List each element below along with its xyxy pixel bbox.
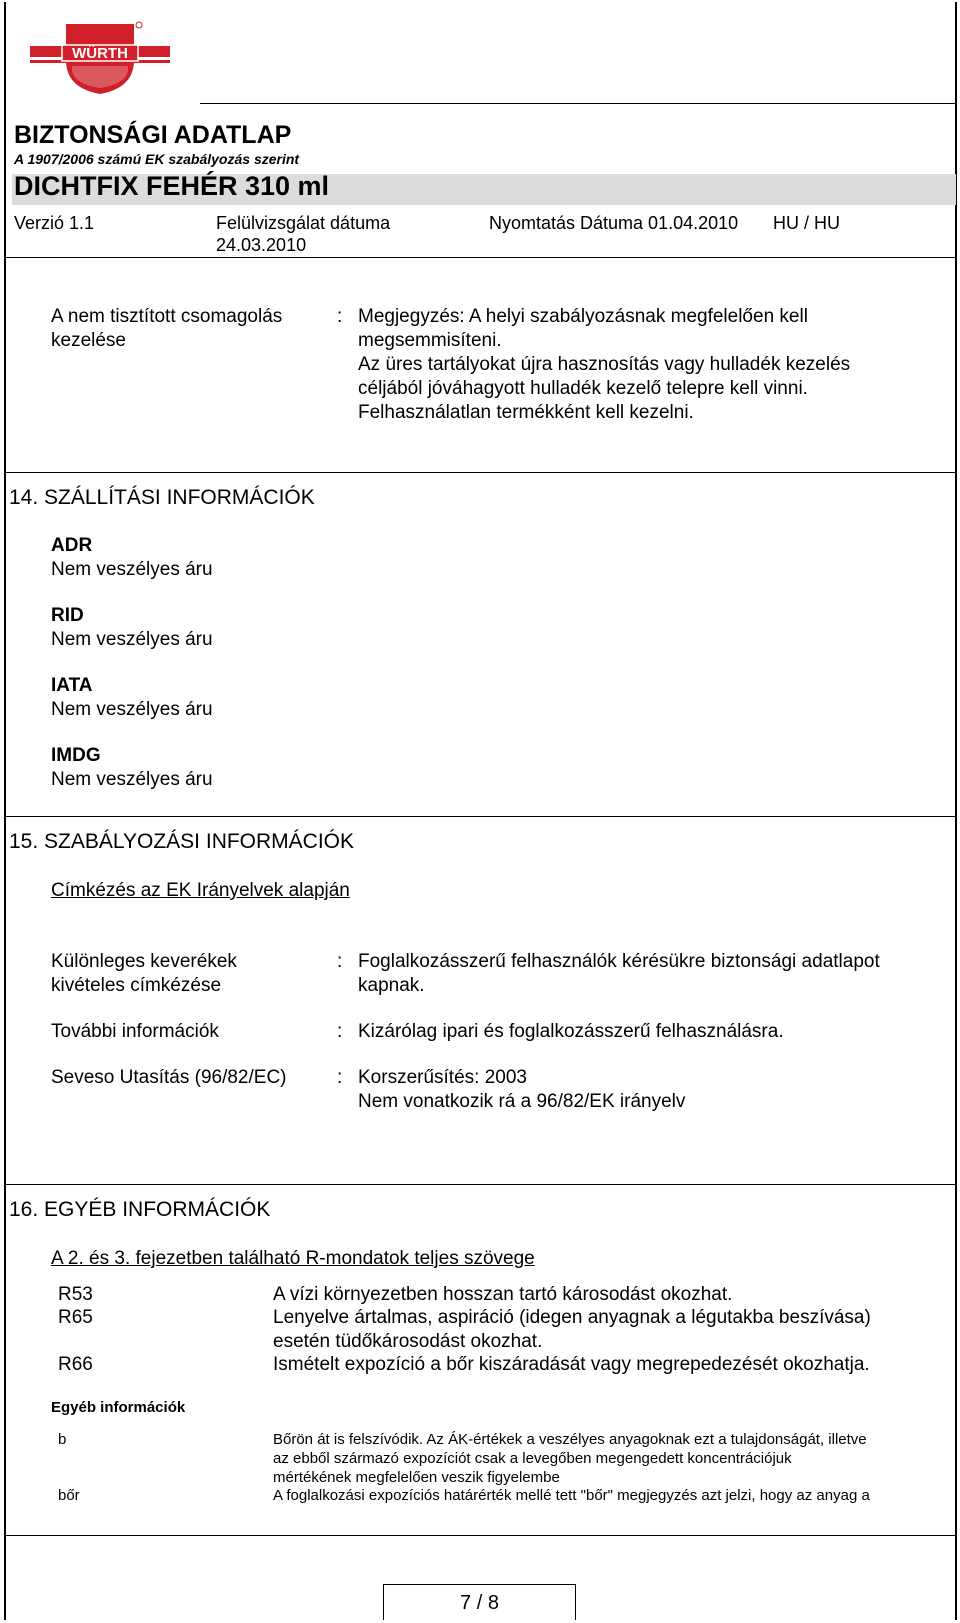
revision-label: Felülvizsgálat dátuma [216, 213, 391, 233]
other-info-text: A foglalkozási expozíciós határérték mellé tett "bőr" megjegyzés azt jelzi, hogy az anyag a [273, 1487, 870, 1504]
reg-label-special: Különleges keverékek kivételes címkézése [51, 951, 237, 996]
section-16-heading: 16. EGYÉB INFORMÁCIÓK [9, 1198, 271, 1221]
transport-value: Nem veszélyes áru [51, 559, 213, 580]
page-number: 7 / 8 [383, 1584, 576, 1620]
transport-mode: IATA [51, 675, 93, 696]
labelling-subheading: Címkézés az EK Irányelvek alapján [51, 880, 350, 901]
r-phrase-code: R66 [58, 1354, 93, 1375]
section-14-heading: 14. SZÁLLÍTÁSI INFORMÁCIÓK [9, 486, 315, 509]
section-rule-14 [4, 472, 957, 473]
disposal-text: Megjegyzés: A helyi szabályozásnak megfelelően kell megsemmisíteni. Az üres tartályokat újra hasznosítás vagy hulladék kezelés céljából jóváhagyott hulladék kezelő telepre kell vinni. Felhasználatlan termékként kell kezelni. [358, 306, 851, 423]
wurth-logo [30, 20, 170, 96]
document-title: BIZTONSÁGI ADATLAP [14, 121, 292, 149]
reg-colon: : [337, 1067, 343, 1088]
transport-iata [51, 674, 213, 722]
page-frame [4, 2, 957, 1620]
footer-rule [4, 1535, 957, 1536]
print-date: Nyomtatás Dátuma 01.04.2010 [489, 213, 739, 233]
transport-mode: ADR [51, 535, 93, 556]
reg-value-special: Foglalkozásszerű felhasználók kérésükre biztonsági adatlapot kapnak. [358, 951, 880, 996]
transport-mode: RID [51, 605, 84, 626]
r-phrase-text: Lenyelve ártalmas, aspiráció (idegen anyagnak a légutakba beszívása) esetén tüdőkárosodást okozhat. [273, 1307, 871, 1352]
other-info-code: b [58, 1431, 67, 1448]
section-rule-16 [4, 1184, 957, 1185]
disposal-colon: : [337, 306, 343, 327]
transport-adr [51, 534, 213, 582]
reg-value-seveso: Korszerűsítés: 2003 Nem vonatkozik rá a 96/82/EK irányelv [358, 1067, 686, 1112]
other-info-text: Bőrön át is felszívódik. Az ÁK-értékek a veszélyes anyagoknak ezt a tulajdonságát, illetve az ebből származó expozíciót csak a levegőben megengedett koncentrációjuk mértékének megfelelően veszik figyelembe [273, 1431, 867, 1486]
reg-label-further: További információk [51, 1021, 219, 1042]
header-rule-bottom [4, 257, 957, 258]
regulation-subtitle: A 1907/2006 számú EK szabályozás szerint [14, 151, 300, 167]
reg-label-seveso: Seveso Utasítás (96/82/EC) [51, 1067, 287, 1088]
transport-mode: IMDG [51, 745, 101, 766]
transport-value: Nem veszélyes áru [51, 699, 213, 720]
header-rule-top [200, 103, 957, 104]
transport-value: Nem veszélyes áru [51, 629, 213, 650]
other-info-code: bőr [58, 1487, 80, 1504]
transport-imdg [51, 744, 213, 792]
other-info-heading: Egyéb információk [51, 1399, 186, 1416]
disposal-label: A nem tisztított csomagolás kezelése [51, 306, 283, 351]
reg-colon: : [337, 1021, 343, 1042]
r-phrase-text: Ismételt expozíció a bőr kiszáradását vagy megrepedezését okozhatja. [273, 1354, 870, 1375]
reg-colon: : [337, 951, 343, 972]
r-phrase-code: R65 [58, 1307, 93, 1328]
r-phrases-subheading: A 2. és 3. fejezetben található R-mondatok teljes szövege [51, 1248, 535, 1269]
section-15-heading: 15. SZABÁLYOZÁSI INFORMÁCIÓK [9, 830, 355, 853]
product-name: DICHTFIX FEHÉR 310 ml [14, 171, 330, 201]
section-rule-15 [4, 816, 957, 817]
r-phrase-text: A vízi környezetben hosszan tartó károsodást okozhat. [273, 1284, 733, 1305]
language: HU / HU [773, 213, 840, 233]
version: Verzió 1.1 [14, 213, 95, 233]
r-phrase-code: R53 [58, 1284, 93, 1305]
transport-rid [51, 604, 213, 652]
revision-date: 24.03.2010 [216, 235, 307, 255]
svg-text:WÜRTH: WÜRTH [72, 45, 128, 62]
reg-value-further: Kizárólag ipari és foglalkozásszerű felhasználásra. [358, 1021, 784, 1042]
transport-value: Nem veszélyes áru [51, 769, 213, 790]
